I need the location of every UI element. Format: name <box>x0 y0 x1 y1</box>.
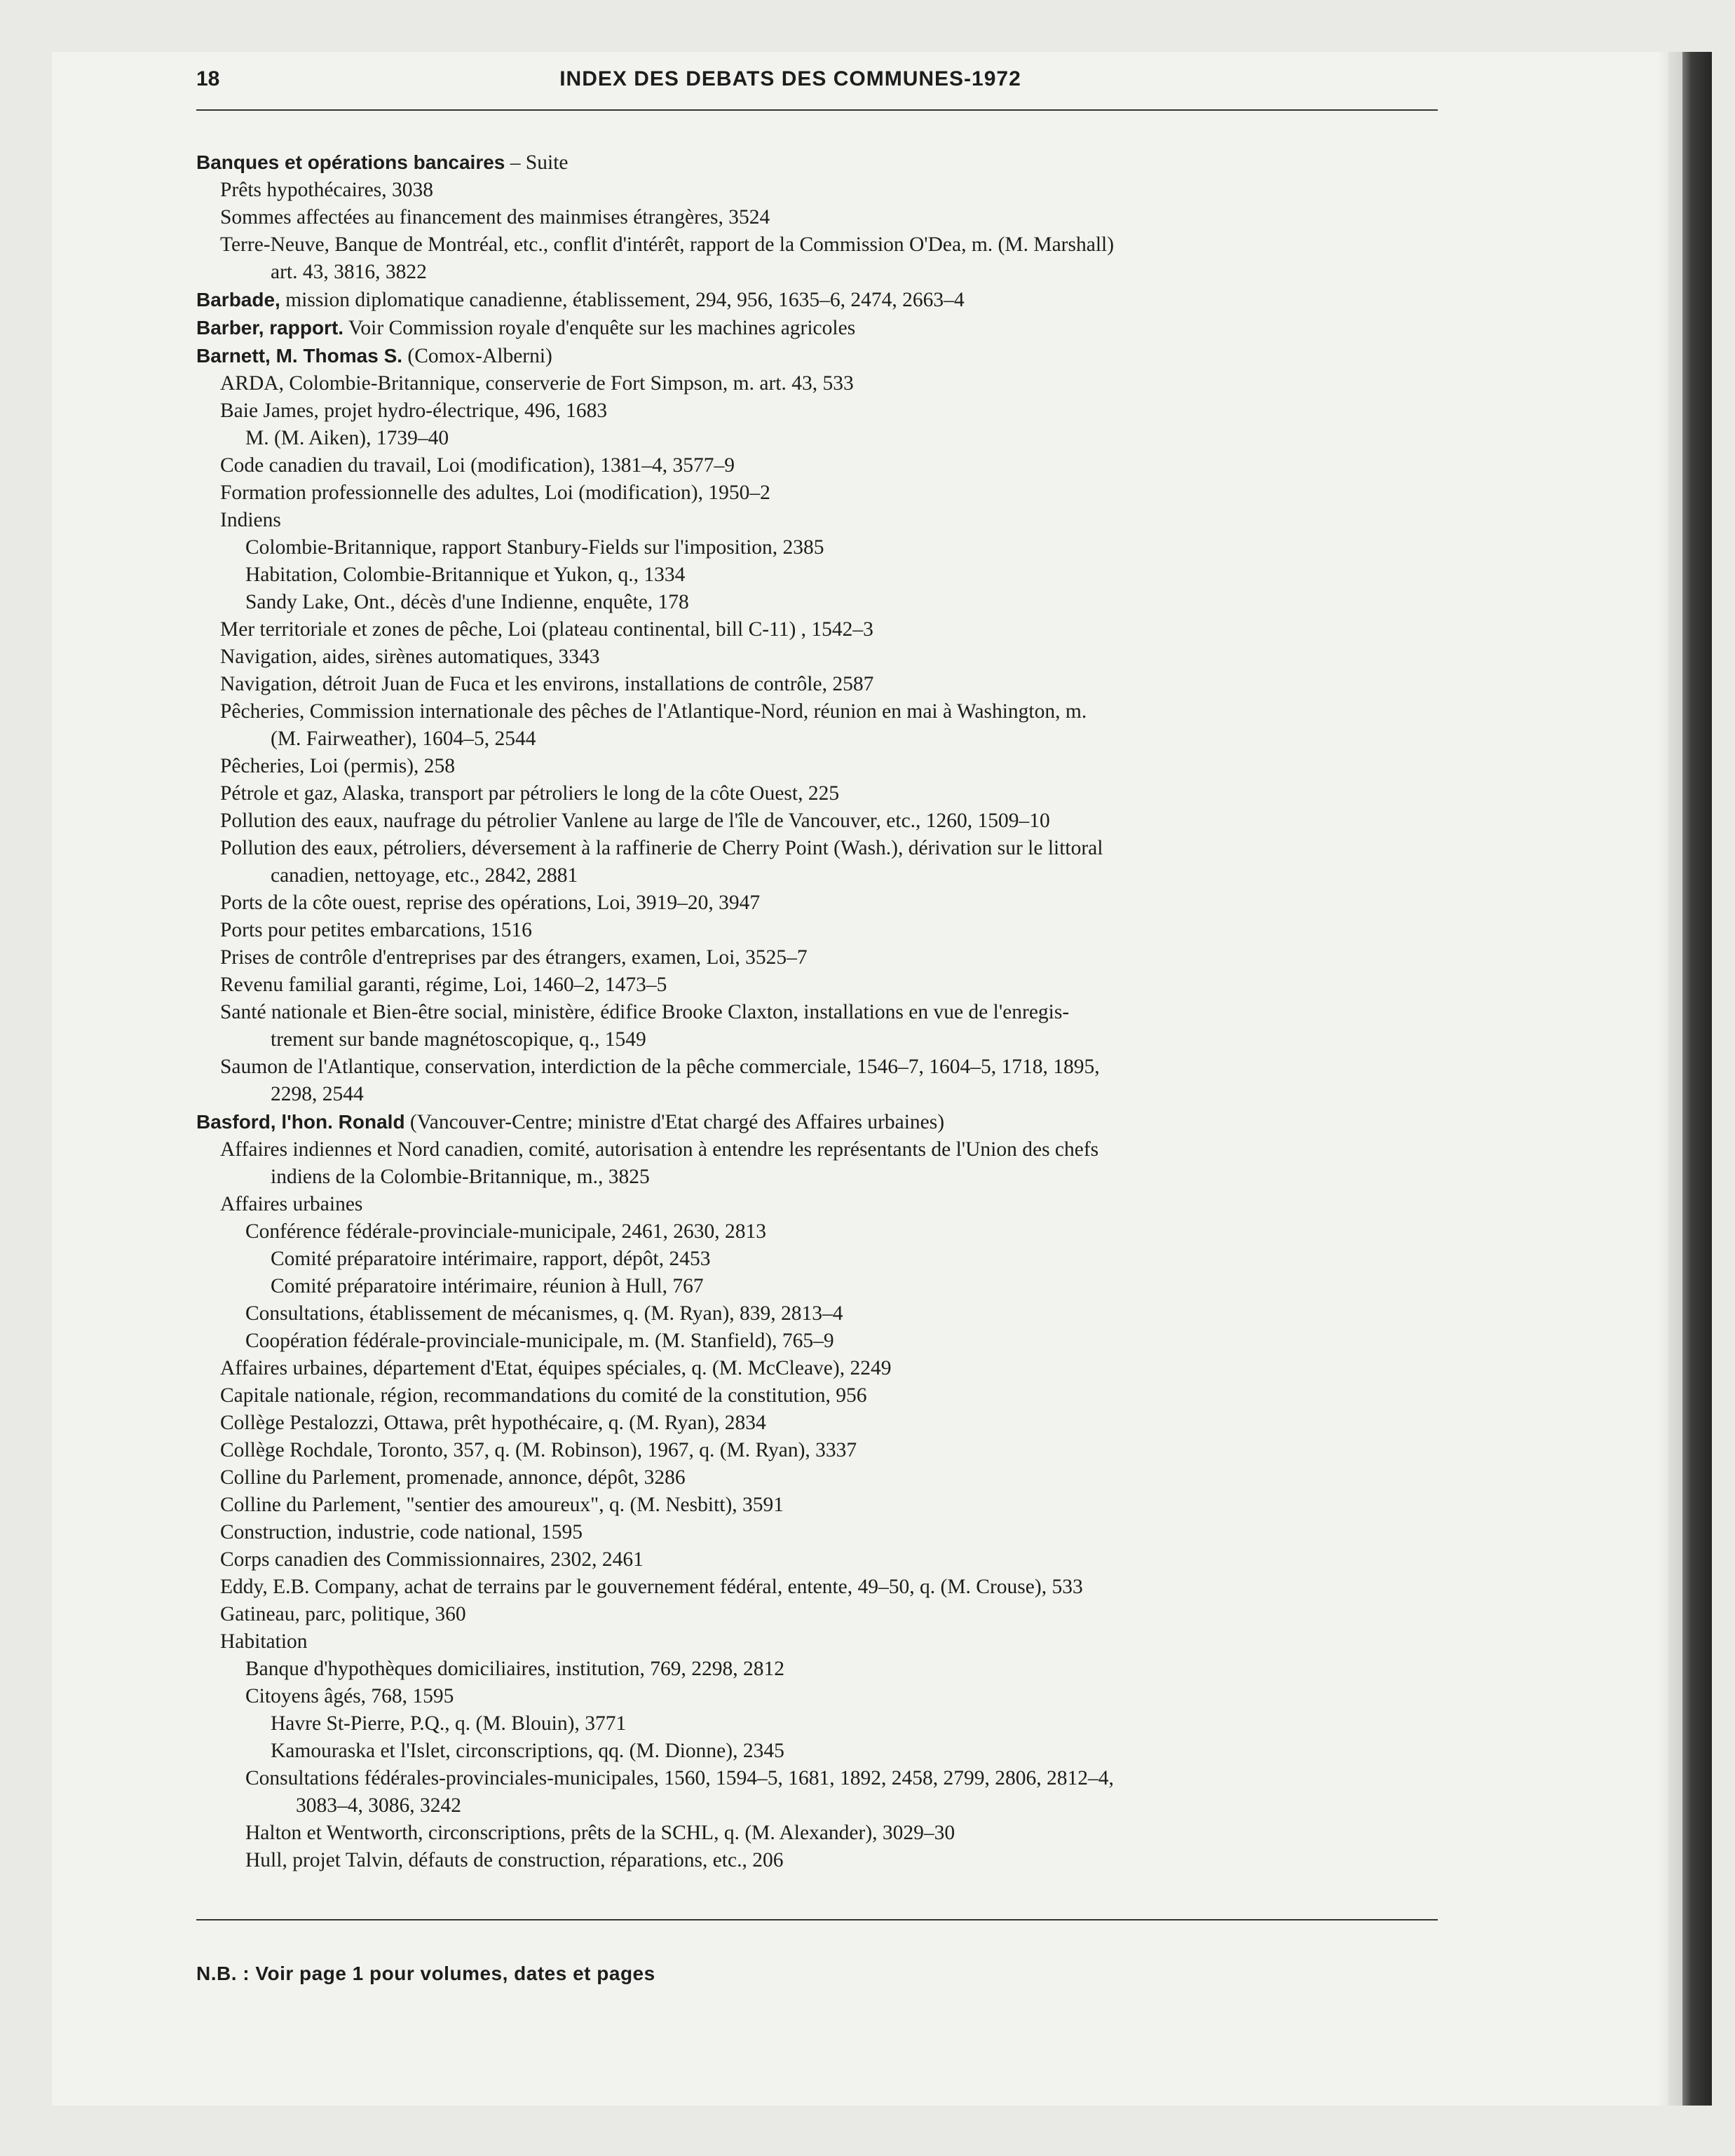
entry-text: (M. Fairweather), 1604–5, 2544 <box>271 728 536 750</box>
entry-heading: Banques et opérations bancaires <box>196 151 505 173</box>
entry-text: Ports de la côte ouest, reprise des opérations, Loi, 3919–20, 3947 <box>220 892 761 914</box>
entry-text: Affaires urbaines, département d'Etat, équipes spéciales, q. (M. McCleave), 2249 <box>220 1357 892 1379</box>
entry-text: canadien, nettoyage, etc., 2842, 2881 <box>271 864 578 887</box>
index-subentry <box>196 1765 1438 1792</box>
index-subentry <box>196 177 1438 204</box>
index-entry-continuation <box>196 862 1438 889</box>
entry-text: Indiens <box>220 509 281 531</box>
index-entry-continuation <box>196 1792 1438 1820</box>
entry-text: Colombie-Britannique, rapport Stanbury-Fields sur l'imposition, 2385 <box>245 536 824 559</box>
entry-text: Pêcheries, Loi (permis), 258 <box>220 755 456 777</box>
entry-heading: Basford, l'hon. Ronald <box>196 1111 405 1133</box>
page-header <box>143 67 1438 109</box>
entry-text: Code canadien du travail, Loi (modification), 1381–4, 3577–9 <box>220 454 735 477</box>
footer-note: N.B. : Voir page 1 pour volumes, dates et pages <box>196 1963 655 1984</box>
entry-heading: Barbade, <box>196 289 280 311</box>
entry-text: – Suite <box>505 151 569 174</box>
running-title: INDEX DES DEBATS DES COMMUNES-1972 <box>559 67 1021 90</box>
index-subentry <box>196 1492 1438 1519</box>
entry-text: Consultations, établissement de mécanismes, q. (M. Ryan), 839, 2813–4 <box>245 1302 843 1325</box>
index-subentry <box>196 1574 1438 1601</box>
index-heading-entry <box>196 314 1438 342</box>
entry-text: (Vancouver-Centre; ministre d'Etat chargé des Affaires urbaines) <box>404 1111 945 1133</box>
entry-text: Santé nationale et Bien-être social, ministère, édifice Brooke Claxton, installations en vue de l'enregis- <box>220 1001 1070 1023</box>
index-subentry <box>196 780 1438 807</box>
index-subentry <box>196 944 1438 971</box>
index-subentry <box>196 643 1438 671</box>
entry-text: Baie James, projet hydro-électrique, 496, 1683 <box>220 400 608 422</box>
entry-text: Capitale nationale, région, recommandations du comité de la constitution, 956 <box>220 1384 867 1407</box>
entry-text: Halton et Wentworth, circonscriptions, prêts de la SCHL, q. (M. Alexander), 3029–30 <box>245 1822 955 1844</box>
index-subentry <box>196 835 1438 862</box>
entry-text: Havre St-Pierre, P.Q., q. (M. Blouin), 3771 <box>271 1712 627 1735</box>
index-subentry <box>196 561 1438 589</box>
index-subentry <box>196 1464 1438 1492</box>
entry-text: Sandy Lake, Ont., décès d'une Indienne, enquête, 178 <box>245 591 689 613</box>
index-subentry <box>196 807 1438 835</box>
index-subentry <box>196 1328 1438 1355</box>
entry-text: Sommes affectées au financement des mainmises étrangères, 3524 <box>220 206 770 228</box>
entry-text: 2298, 2544 <box>271 1083 364 1105</box>
index-subentry <box>196 1683 1438 1710</box>
page-shadow <box>1657 52 1682 2106</box>
index-entry-continuation <box>196 1164 1438 1191</box>
index-subentry <box>196 889 1438 917</box>
index-subentry <box>196 1355 1438 1382</box>
entry-text: Corps canadien des Commissionnaires, 2302, 2461 <box>220 1548 644 1571</box>
index-subentry <box>196 917 1438 944</box>
footer-rule <box>196 1919 1438 1920</box>
entry-text: Comité préparatoire intérimaire, réunion à Hull, 767 <box>271 1275 704 1297</box>
index-subentry <box>196 479 1438 507</box>
entry-text: Prêts hypothécaires, 3038 <box>220 179 433 201</box>
index-subentry <box>196 753 1438 780</box>
entry-text: Colline du Parlement, promenade, annonce, dépôt, 3286 <box>220 1466 686 1489</box>
index-subentry <box>196 1656 1438 1683</box>
entry-text: Coopération fédérale-provinciale-municipale, m. (M. Stanfield), 765–9 <box>245 1330 834 1352</box>
entry-text: Pétrole et gaz, Alaska, transport par pétroliers le long de la côte Ouest, 225 <box>220 782 840 805</box>
entry-text: Saumon de l'Atlantique, conservation, interdiction de la pêche commerciale, 1546–7, 1604–5, 1718, 1895, <box>220 1056 1100 1078</box>
index-subentry <box>196 1847 1438 1874</box>
index-heading-entry <box>196 342 1438 370</box>
entry-text: Navigation, détroit Juan de Fuca et les environs, installations de contrôle, 2587 <box>220 673 874 695</box>
entry-text: 3083–4, 3086, 3242 <box>296 1794 461 1817</box>
entry-text: Pêcheries, Commission internationale des pêches de l'Atlantique-Nord, réunion en mai à Washington, m. <box>220 700 1087 723</box>
index-entry-continuation <box>196 259 1438 286</box>
index-subentry <box>196 1053 1438 1081</box>
entry-text: Habitation, Colombie-Britannique et Yukon, q., 1334 <box>245 564 686 586</box>
index-entry-continuation <box>196 1026 1438 1053</box>
index-subentry <box>196 1546 1438 1574</box>
entry-text: Collège Pestalozzi, Ottawa, prêt hypothécaire, q. (M. Ryan), 2834 <box>220 1412 766 1434</box>
entry-text: ARDA, Colombie-Britannique, conserverie de Fort Simpson, m. art. 43, 533 <box>220 372 854 395</box>
entry-text: M. (M. Aiken), 1739–40 <box>245 427 449 449</box>
entry-text: Hull, projet Talvin, défauts de construction, réparations, etc., 206 <box>245 1849 784 1871</box>
index-subentry <box>196 231 1438 259</box>
entry-text: Ports pour petites embarcations, 1516 <box>220 919 532 941</box>
entry-text: Banque d'hypothèques domiciliaires, institution, 769, 2298, 2812 <box>245 1658 784 1680</box>
index-heading-entry <box>196 149 1438 177</box>
entry-text: Colline du Parlement, "sentier des amoureux", q. (M. Nesbitt), 3591 <box>220 1494 784 1516</box>
index-subentry <box>196 1246 1438 1273</box>
entry-heading: Barnett, M. Thomas S. <box>196 345 403 367</box>
entry-text: Affaires urbaines <box>220 1193 363 1215</box>
entry-text: art. 43, 3816, 3822 <box>271 261 427 283</box>
index-subentry <box>196 1738 1438 1765</box>
entry-text: indiens de la Colombie-Britannique, m., 3825 <box>271 1166 650 1188</box>
entry-text: Formation professionnelle des adultes, Loi (modification), 1950–2 <box>220 482 770 504</box>
entry-text: Mer territoriale et zones de pêche, Loi (plateau continental, bill C-11) , 1542–3 <box>220 618 873 641</box>
entry-text: Conférence fédérale-provinciale-municipale, 2461, 2630, 2813 <box>245 1220 766 1243</box>
index-subentry <box>196 589 1438 616</box>
entry-text: Terre-Neuve, Banque de Montréal, etc., conflit d'intérêt, rapport de la Commission O'Dea, m. (M. Marshall) <box>220 233 1115 256</box>
page-number: 18 <box>196 67 220 90</box>
index-subentry <box>196 1437 1438 1464</box>
entry-text: Voir Commission royale d'enquête sur les machines agricoles <box>343 317 856 339</box>
index-subentry <box>196 671 1438 698</box>
index-entry-continuation <box>196 1081 1438 1108</box>
index-heading-entry <box>196 1108 1438 1136</box>
entry-text: Construction, industrie, code national, 1595 <box>220 1521 583 1543</box>
index-subentry <box>196 1136 1438 1164</box>
index-subentry <box>196 698 1438 725</box>
entry-text: Citoyens âgés, 768, 1595 <box>245 1685 454 1707</box>
index-subentry <box>196 397 1438 425</box>
entry-text: Comité préparatoire intérimaire, rapport, dépôt, 2453 <box>271 1248 711 1270</box>
index-subentry <box>196 1820 1438 1847</box>
index-subentry <box>196 370 1438 397</box>
index-subentry <box>196 1300 1438 1328</box>
index-subentry <box>196 1601 1438 1628</box>
entry-text: Prises de contrôle d'entreprises par des étrangers, examen, Loi, 3525–7 <box>220 946 808 969</box>
index-heading-entry <box>196 286 1438 314</box>
entry-text: (Comox-Alberni) <box>402 345 552 367</box>
index-subentry <box>196 1191 1438 1218</box>
index-subentry <box>196 1519 1438 1546</box>
entry-text: Habitation <box>220 1630 308 1653</box>
header-rule <box>196 109 1438 111</box>
index-subentry <box>196 1218 1438 1246</box>
index-entry-continuation <box>196 725 1438 753</box>
entry-text: Consultations fédérales-provinciales-municipales, 1560, 1594–5, 1681, 1892, 2458, 2799, 2806, 2812–4, <box>245 1767 1114 1789</box>
index-subentry <box>196 204 1438 231</box>
index-subentry <box>196 1382 1438 1410</box>
index-subentry <box>196 616 1438 643</box>
index-subentry <box>196 1410 1438 1437</box>
entry-text: Pollution des eaux, naufrage du pétrolier Vanlene au large de l'île de Vancouver, etc., 1260, 1509–10 <box>220 810 1050 832</box>
entry-text: Revenu familial garanti, régime, Loi, 1460–2, 1473–5 <box>220 974 667 996</box>
index-subentry <box>196 1710 1438 1738</box>
index-subentry <box>196 507 1438 534</box>
entry-text: trement sur bande magnétoscopique, q., 1549 <box>271 1028 646 1051</box>
index-subentry <box>196 534 1438 561</box>
entry-text: Navigation, aides, sirènes automatiques, 3343 <box>220 646 600 668</box>
index-entries <box>196 149 1438 1874</box>
index-subentry <box>196 1273 1438 1300</box>
entry-text: Gatineau, parc, politique, 360 <box>220 1603 466 1625</box>
entry-heading: Barber, rapport. <box>196 317 344 339</box>
entry-text: Kamouraska et l'Islet, circonscriptions, qq. (M. Dionne), 2345 <box>271 1740 784 1762</box>
entry-text: Pollution des eaux, pétroliers, déversement à la raffinerie de Cherry Point (Wash.), dérivation sur le littoral <box>220 837 1103 859</box>
entry-text: Eddy, E.B. Company, achat de terrains par le gouvernement fédéral, entente, 49–50, q. (M. Crouse), 533 <box>220 1576 1083 1598</box>
entry-text: mission diplomatique canadienne, établissement, 294, 956, 1635–6, 2474, 2663–4 <box>280 289 965 311</box>
entry-text: Collège Rochdale, Toronto, 357, q. (M. Robinson), 1967, q. (M. Ryan), 3337 <box>220 1439 857 1461</box>
binding-edge <box>1682 52 1712 2106</box>
index-subentry <box>196 425 1438 452</box>
entry-text: Affaires indiennes et Nord canadien, comité, autorisation à entendre les représentants de l'Union des chefs <box>220 1138 1099 1161</box>
index-subentry <box>196 971 1438 999</box>
index-subentry <box>196 452 1438 479</box>
index-subentry <box>196 999 1438 1026</box>
index-subentry <box>196 1628 1438 1656</box>
